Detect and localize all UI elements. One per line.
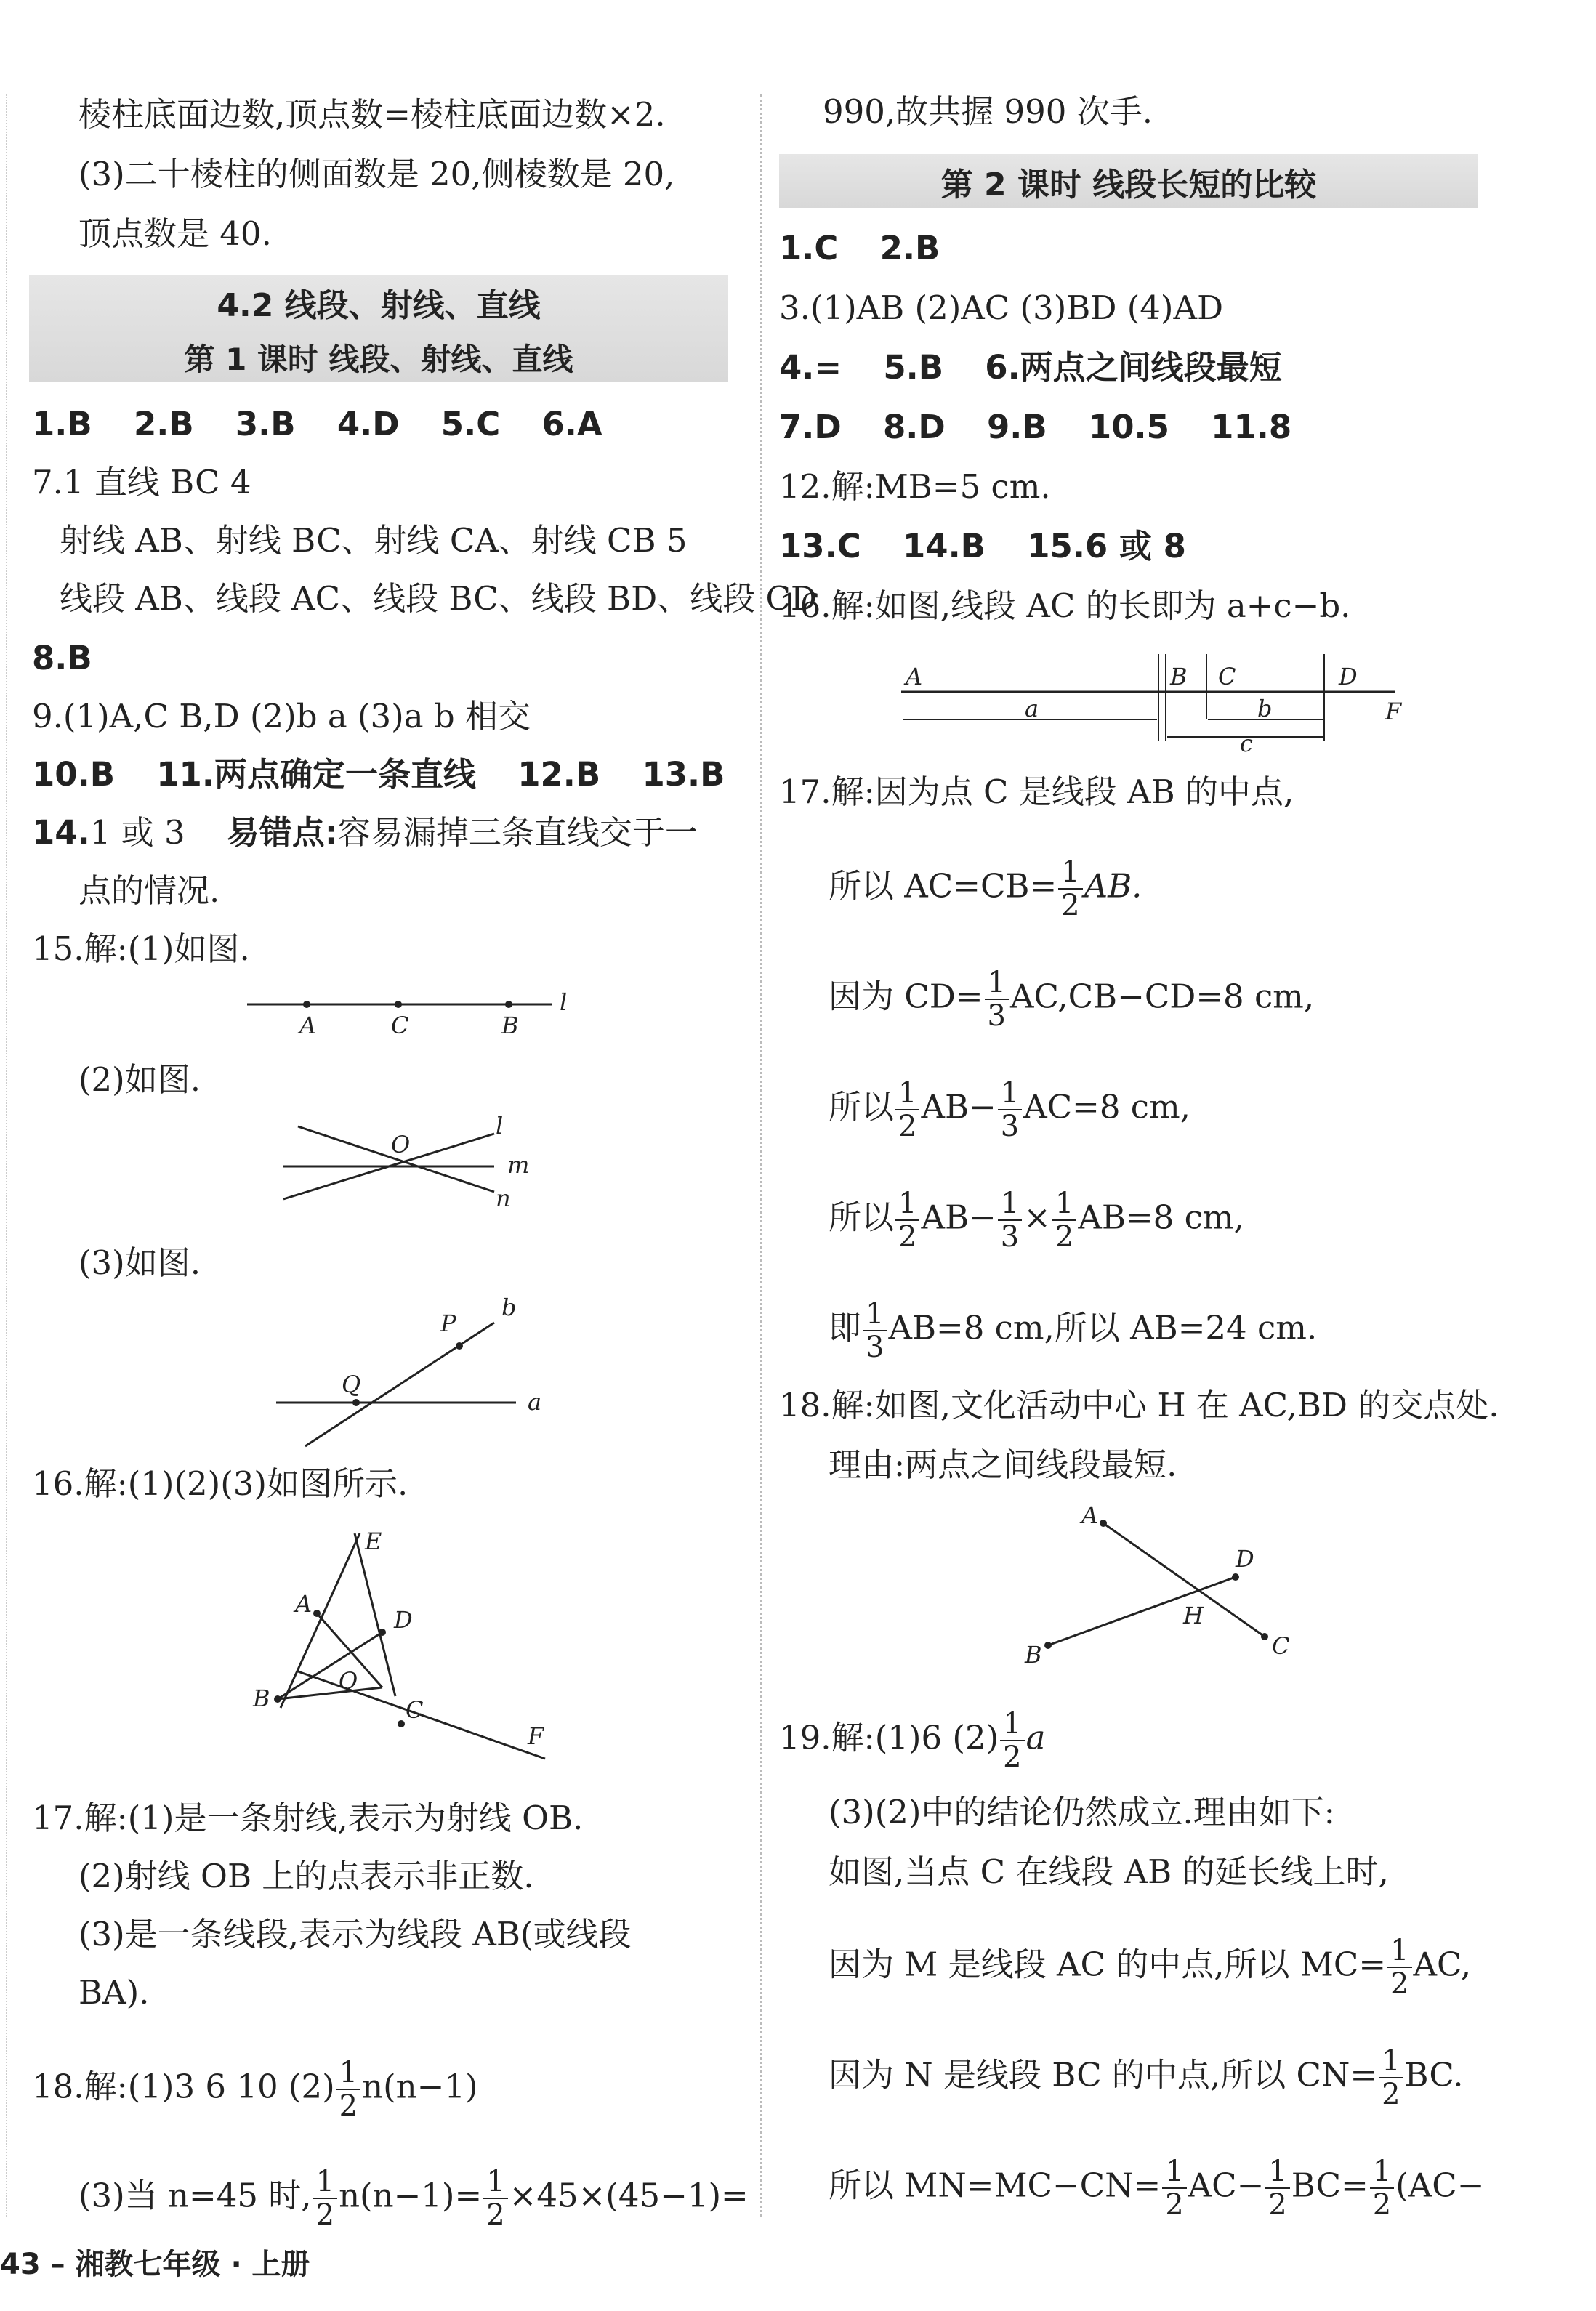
formula-line: 因为 CD= $\frac{1}{3}$ AC,CB−CD=8 cm, bbox=[829, 966, 1315, 1033]
label-a: a bbox=[1025, 695, 1039, 722]
formula-line: 所以 MN=MC−CN= $\frac{1}{2}$ AC− $\frac{1}{2}$ BC= $\frac{1}{2}$ (AC− bbox=[829, 2155, 1485, 2222]
answer: 2.B bbox=[133, 405, 194, 443]
label-A: A bbox=[906, 663, 923, 690]
label-C: C bbox=[1218, 663, 1236, 690]
section-title: 4.2 线段、射线、直线 bbox=[217, 287, 541, 324]
text-line: 9.(1)A,C B,D (2)b a (3)a b 相交 bbox=[32, 697, 531, 735]
figure-r18 bbox=[1017, 1501, 1308, 1676]
fraction-half: $\frac{1}{2}$ bbox=[336, 2057, 360, 2122]
answer-row bbox=[32, 403, 602, 446]
label-C: C bbox=[406, 1696, 424, 1724]
text-line: (2)射线 OB 上的点表示非正数. bbox=[78, 1857, 534, 1895]
answer: 7.D bbox=[779, 408, 842, 446]
answer: 5.C bbox=[440, 405, 501, 443]
text-line: 顶点数是 40. bbox=[78, 214, 272, 253]
label-l: l bbox=[560, 988, 568, 1016]
figure-16 bbox=[240, 1519, 574, 1788]
lesson-title: 第 1 课时 线段、射线、直线 bbox=[184, 342, 573, 377]
lesson-title: 第 2 课时 线段长短的比较 bbox=[940, 166, 1317, 203]
text-line: 990,故共握 990 次手. bbox=[823, 92, 1153, 131]
formula-line: 18.解:(1)3 6 10 (2) $\frac{1}{2}$ n(n−1) bbox=[32, 2056, 478, 2123]
answer: 2.B bbox=[879, 229, 940, 267]
label-C: C bbox=[391, 1012, 409, 1039]
answer: 1.B bbox=[32, 405, 92, 443]
answer-row bbox=[779, 406, 1291, 449]
answer-row bbox=[32, 753, 725, 796]
label-Q: Q bbox=[342, 1371, 361, 1398]
answer: 15.6 或 8 bbox=[1027, 527, 1186, 565]
text-line: 12.解:MB=5 cm. bbox=[779, 467, 1051, 506]
label-D: D bbox=[1339, 663, 1358, 690]
answer: 4.D bbox=[336, 405, 400, 443]
label-P: P bbox=[440, 1310, 456, 1337]
label-B: B bbox=[1025, 1641, 1042, 1669]
text-line: (3)是一条线段,表示为线段 AB(或线段 bbox=[78, 1915, 632, 1953]
answer: 13.B bbox=[642, 755, 725, 794]
formula-line: 因为 M 是线段 AC 的中点,所以 MC= $\frac{1}{2}$ AC, bbox=[829, 1934, 1472, 2001]
answer: 14.B bbox=[902, 527, 986, 565]
label-b: b bbox=[1257, 695, 1273, 722]
label-E: E bbox=[365, 1528, 382, 1555]
answer: 9.B bbox=[986, 408, 1047, 446]
label-D: D bbox=[1236, 1545, 1254, 1573]
formula-line: 即 $\frac{1}{3}$ AB=8 cm,所以 AB=24 cm. bbox=[829, 1297, 1318, 1364]
answer: 8.B bbox=[32, 639, 92, 677]
text-line: 17.解:(1)是一条射线,表示为射线 OB. bbox=[32, 1799, 584, 1837]
text-line: 理由:两点之间线段最短. bbox=[829, 1445, 1177, 1484]
text-line: 棱柱底面边数,顶点数=棱柱底面边数×2. bbox=[78, 95, 666, 134]
text-line: 点的情况. bbox=[78, 871, 220, 910]
label-n: n bbox=[496, 1185, 511, 1212]
label-c: c bbox=[1240, 730, 1253, 756]
figure-15-3 bbox=[269, 1294, 560, 1453]
text-line: (2)如图. bbox=[78, 1060, 201, 1099]
answer-row bbox=[32, 811, 698, 855]
text-line: 如图,当点 C 在线段 AB 的延长线上时, bbox=[829, 1852, 1389, 1891]
text-line: 15.解:(1)如图. bbox=[32, 929, 250, 968]
answer: 6.两点之间线段最短 bbox=[985, 348, 1282, 387]
page-footer: 43 – 湘教七年级 · 上册 bbox=[0, 2248, 310, 2281]
label-O: O bbox=[391, 1131, 411, 1158]
formula-line: 所以 AC=CB= $\frac{1}{2}$ AB. bbox=[829, 855, 1142, 922]
text-line: 3.(1)AB (2)AC (3)BD (4)AD bbox=[779, 289, 1224, 327]
text-line: 18.解:如图,文化活动中心 H 在 AC,BD 的交点处. bbox=[779, 1386, 1499, 1424]
label-F: F bbox=[1385, 698, 1402, 725]
formula-line: 所以 $\frac{1}{2}$ AB− $\frac{1}{3}$ AC=8 cm, bbox=[829, 1076, 1190, 1143]
text-line: 7.1 直线 BC 4 bbox=[32, 463, 251, 501]
label-F: F bbox=[528, 1722, 544, 1750]
text-line: 16.解:(1)(2)(3)如图所示. bbox=[32, 1464, 408, 1503]
text-line: (3)如图. bbox=[78, 1243, 201, 1282]
question-number: 14. bbox=[32, 813, 90, 852]
answer-row bbox=[779, 346, 1282, 390]
fraction-half: $\frac{1}{2}$ bbox=[313, 2166, 337, 2231]
label-O: O bbox=[339, 1667, 358, 1695]
fraction-half: $\frac{1}{2}$ bbox=[483, 2166, 507, 2231]
label-B: B bbox=[501, 1012, 519, 1039]
answer-row bbox=[779, 525, 1186, 568]
error-tip-label: 易错点: bbox=[226, 813, 338, 852]
label-l: l bbox=[496, 1112, 504, 1140]
answer: 11.两点确定一条直线 bbox=[156, 755, 476, 794]
label-B: B bbox=[1170, 663, 1188, 690]
label-A: A bbox=[1081, 1501, 1099, 1529]
answer-row bbox=[779, 227, 940, 270]
answer: 8.D bbox=[882, 408, 946, 446]
answer: 1.C bbox=[779, 229, 839, 267]
answer: 10.5 bbox=[1088, 408, 1169, 446]
text-line: BA). bbox=[78, 1973, 150, 2012]
label-a: a bbox=[528, 1388, 542, 1416]
text-line: 射线 AB、射线 BC、射线 CA、射线 CB 5 bbox=[60, 521, 688, 560]
error-tip: 容易漏掉三条直线交于一 bbox=[337, 813, 698, 852]
answer: 6.A bbox=[541, 405, 602, 443]
label-b: b bbox=[501, 1294, 517, 1321]
label-H: H bbox=[1183, 1602, 1204, 1629]
answer: 11.8 bbox=[1211, 408, 1292, 446]
answer: 10.B bbox=[32, 755, 116, 794]
text-line: (3)二十棱柱的侧面数是 20,侧棱数是 20, bbox=[78, 155, 675, 193]
formula-line: 19.解:(1)6 (2) $\frac{1}{2}$ a bbox=[779, 1707, 1046, 1774]
label-C: C bbox=[1272, 1632, 1290, 1660]
label-D: D bbox=[394, 1606, 413, 1634]
text-line: (3)(2)中的结论仍然成立.理由如下: bbox=[829, 1793, 1335, 1831]
answer: 12.B bbox=[517, 755, 601, 794]
formula-line: 所以 $\frac{1}{2}$ AB− $\frac{1}{3}$ × $\frac{1}{2}$ AB=8 cm, bbox=[829, 1187, 1244, 1254]
figure-r16 bbox=[894, 647, 1417, 756]
text-line: 17.解:因为点 C 是线段 AB 的中点, bbox=[779, 773, 1294, 811]
text-line: 16.解:如图,线段 AC 的长即为 a+c−b. bbox=[779, 586, 1351, 625]
answer: 5.B bbox=[883, 348, 944, 387]
figure-15-2 bbox=[276, 1105, 552, 1221]
figure-15-1 bbox=[240, 981, 589, 1039]
answer: 3.B bbox=[235, 405, 296, 443]
label-m: m bbox=[507, 1151, 530, 1179]
answer: 1 或 3 bbox=[89, 813, 185, 852]
formula-line: (3)当 n=45 时, $\frac{1}{2}$ n(n−1)= $\frac{1}{2}$ ×45×(45−1)= bbox=[78, 2165, 749, 2232]
left-margin-rule bbox=[6, 94, 7, 2217]
label-A: A bbox=[295, 1590, 313, 1618]
column-divider bbox=[760, 94, 762, 2217]
label-B: B bbox=[253, 1685, 270, 1712]
label-A: A bbox=[299, 1012, 317, 1039]
answer: 4.= bbox=[779, 348, 842, 387]
answer: 13.C bbox=[779, 527, 861, 565]
text-line: 线段 AB、线段 AC、线段 BC、线段 BD、线段 CD bbox=[60, 579, 818, 618]
formula-line: 因为 N 是线段 BC 的中点,所以 CN= $\frac{1}{2}$ BC. bbox=[829, 2044, 1464, 2111]
